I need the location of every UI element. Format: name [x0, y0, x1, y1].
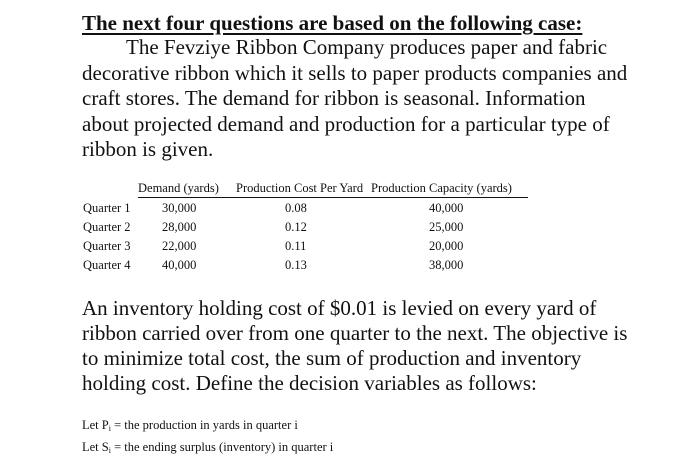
cell-cost: 0.12 — [285, 220, 307, 234]
header-capacity: Production Capacity (yards) — [371, 181, 512, 195]
intro-line: about projected demand and production for a particular type of — [82, 111, 610, 136]
table-row — [80, 255, 540, 274]
table-row — [80, 217, 540, 236]
cell-quarter: Quarter 2 — [83, 220, 131, 234]
demand-production-table — [80, 180, 540, 274]
definition-surplus: Let $S_i$ = the ending surplus (inventory) in quarter i — [82, 440, 334, 455]
para2-line: ribbon carried over from one quarter to the next. The objective is — [82, 321, 628, 345]
header-cost: Production Cost Per Yard — [236, 181, 364, 195]
cell-demand: 22,000 — [162, 239, 197, 253]
cell-demand: 40,000 — [162, 258, 197, 272]
intro-line: ribbon is given. — [82, 137, 214, 161]
cell-quarter: Quarter 4 — [83, 258, 131, 272]
cell-cost: 0.13 — [285, 258, 307, 272]
table-header — [138, 180, 528, 198]
cell-cost: 0.08 — [285, 201, 307, 215]
inventory-cost-paragraph — [82, 296, 642, 396]
intro-line: decorative ribbon which it sells to paper products companies and — [82, 60, 628, 85]
para2-line: holding cost. Define the decision variables as follows: — [82, 371, 537, 395]
cell-quarter: Quarter 3 — [83, 239, 131, 253]
para2-line: An inventory holding cost of $0.01 is levied on every yard of — [82, 296, 597, 320]
cell-quarter: Quarter 1 — [83, 201, 131, 215]
cell-capacity: 40,000 — [429, 201, 464, 215]
cell-demand: 30,000 — [162, 201, 197, 215]
decision-variable-definitions — [82, 416, 333, 460]
cell-capacity: 38,000 — [429, 258, 464, 272]
table-row — [80, 236, 540, 255]
intro-line: craft stores. The demand for ribbon is seasonal. Information — [82, 86, 586, 110]
case-heading: The next four questions are based on the following case: — [82, 11, 583, 35]
table-row — [80, 198, 540, 217]
intro-line: The Fevziye Ribbon Company produces paper and fabric — [126, 35, 608, 59]
cell-capacity: 25,000 — [429, 220, 464, 234]
para2-line: to minimize total cost, the sum of production and inventory — [82, 346, 582, 370]
definition-production: Let $P_i$ = the production in yards in quarter i — [82, 418, 298, 433]
cell-demand: 28,000 — [162, 220, 197, 234]
cell-capacity: 20,000 — [429, 239, 464, 253]
header-demand: Demand (yards) — [138, 181, 219, 195]
case-intro-paragraph — [82, 35, 642, 163]
cell-cost: 0.11 — [285, 239, 307, 253]
